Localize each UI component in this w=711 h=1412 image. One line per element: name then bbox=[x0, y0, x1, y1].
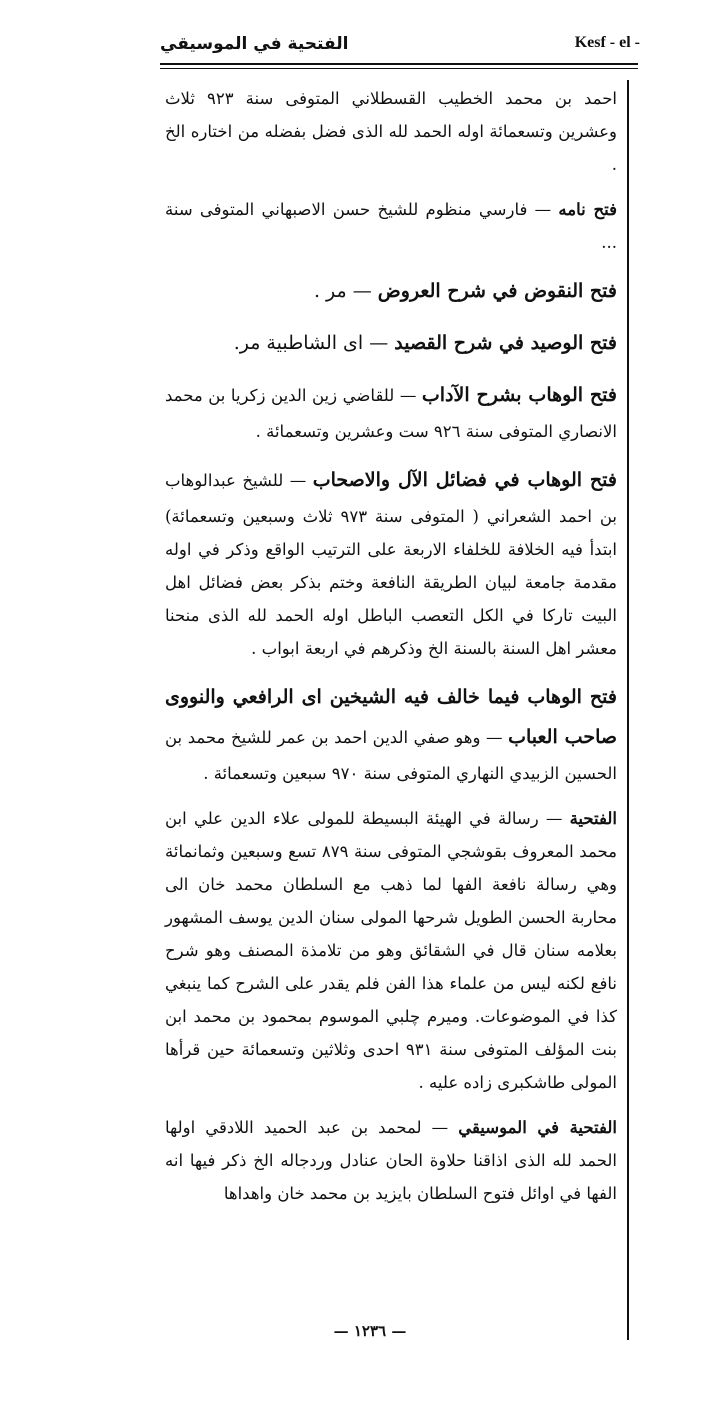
page-number: — ١٢٣٦ — bbox=[333, 1322, 407, 1340]
entry-text: — مر . bbox=[313, 280, 378, 302]
entry-text: — للشيخ عبدالوهاب بن احمد الشعراني ( المتوفى سنة ٩٧٣ ثلاث وسبعين وتسعمائة) ابتدأ فيه الخلافة للخلفاء الاربعة على الترتيب الواقع وذكر في اوله مقدمة جامعة لبيان الطريقة النافعة وختم بذكر بعض فضائل اهل البيت تاركا في الكل التعصب الباطل اوله الحمد لله الذى منحنا معشر اهل السنة بالسنة الخ وذكرهم في اربعة ابواب . bbox=[165, 471, 617, 658]
entry-fath-alwahhab-adab bbox=[165, 375, 617, 448]
page-body bbox=[165, 82, 617, 1222]
running-title: الفتحية في الموسيقي bbox=[160, 34, 349, 54]
entry-text: — رسالة في الهيئة البسيطة للمولى علاء الدين علي ابن محمد المعروف بقوشجي المتوفى سنة ٨٧٩ تسع وسبعين وثمانمائة وهي رسالة نافعة الفها لما ذهب مع السلطان محمد خان الى محاربة الحسن الطويل شرحها المولى سنان الدين يوسف المشهور بعلامه سنان قال في الشقائق وهو من تلامذة المصنف وهو شرح نافع لكنه ليس من علماء هذا الفن فلم يقدر على الشرح كما ينبغي كذا في الموضوعات. وميرم چلبي الموسوم بمحمود بن محمد ابن بنت المؤلف المتوفى سنة ٩٣١ احدى وثلاثين وتسعمائة حين قرأها المولى طاشكبرى زاده عليه . bbox=[165, 809, 617, 1092]
entry-continuation bbox=[165, 82, 617, 181]
column-rule bbox=[627, 80, 629, 1340]
entry-fath-nama bbox=[165, 193, 617, 259]
entry-text: احمد بن محمد الخطيب القسطلاني المتوفى سنة ٩٢٣ ثلاث وعشرين وتسعمائة اوله الحمد لله الذى فضل بفضله من اختاره الخ . bbox=[165, 89, 617, 174]
entry-fath-alwahhab-khilaf bbox=[165, 677, 617, 790]
entry-title: فتح الوهاب بشرح الآداب bbox=[421, 384, 618, 406]
entry-text: — اى الشاطبية مر. bbox=[233, 332, 395, 354]
entry-fath-alwasid bbox=[165, 323, 617, 363]
entry-fath-alnuqud bbox=[165, 271, 617, 311]
entry-alfathiyya-musiqi bbox=[165, 1111, 617, 1210]
entry-alfathiyya-hayya bbox=[165, 802, 617, 1099]
entry-text: — وهو صفي الدين احمد بن عمر للشيخ محمد بن الحسين الزبيدي النهاري المتوفى سنة ٩٧٠ سبعين وتسعمائة . bbox=[165, 728, 617, 783]
entry-text: — للقاضي زين الدين زكريا بن محمد الانصاري المتوفى سنة ٩٢٦ ست وعشرين وتسعمائة . bbox=[165, 386, 617, 441]
page-header bbox=[160, 30, 640, 64]
entry-fath-alwahhab-fadail bbox=[165, 460, 617, 665]
entry-text: — لمحمد بن عبد الحميد اللادقي اولها الحمد لله الذى اذاقنا حلاوة الحان عنادل وردجاله الخ ذكر فيها انه الفها في اوائل فتوح السلطان بايزيد بن محمد خان واهداها bbox=[165, 1118, 617, 1203]
entry-title: الفتحية bbox=[569, 809, 617, 828]
entry-title: فتح نامه bbox=[558, 200, 617, 219]
running-head-latin: Kesf - el - bbox=[574, 34, 640, 51]
entry-title: فتح الوهاب في فضائل الآل والاصحاب bbox=[312, 469, 617, 491]
header-rule-thick bbox=[160, 63, 638, 65]
entry-title: الفتحية في الموسيقي bbox=[458, 1118, 617, 1137]
entry-title: فتح الوصيد في شرح القصيد bbox=[394, 332, 617, 354]
entry-text: — فارسي منظوم للشيخ حسن الاصبهاني المتوفى سنة ... bbox=[165, 200, 617, 252]
header-rule-thin bbox=[160, 68, 638, 69]
entry-title: فتح النقوض في شرح العروض bbox=[377, 280, 617, 302]
entry-title: فتح الوهاب فيما خالف فيه الشيخين اى الرافعي والنووى صاحب العباب bbox=[165, 686, 617, 748]
